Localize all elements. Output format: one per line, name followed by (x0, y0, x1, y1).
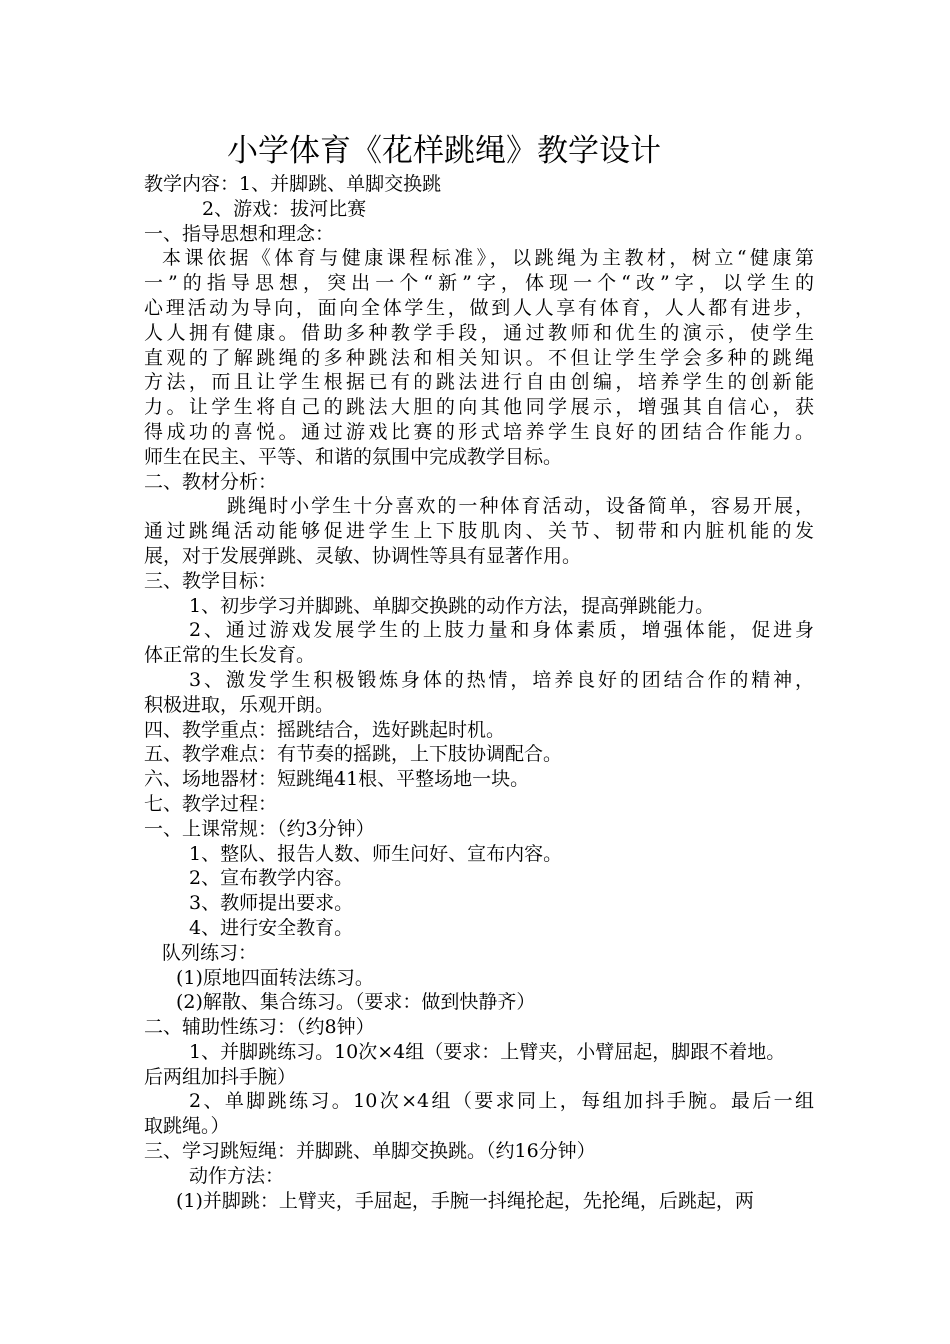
text-line: 1、并脚跳练习。10次×4组（要求：上臂夹，小臂屈起，脚跟不着地。 (189, 1040, 786, 1063)
text-line: 通过跳绳活动能够促进学生上下肢肌肉、关节、韧带和内脏机能的发 (144, 520, 814, 543)
text-line: 五、教学难点：有节奏的摇跳，上下肢协调配合。 (144, 743, 563, 766)
text-line: 得成功的喜悦。通过游戏比赛的形式培养学生良好的团结合作能力。 (144, 420, 814, 443)
text-line: 2、通过游戏发展学生的上肢力量和身体素质，增强体能，促进身 (189, 619, 814, 642)
text-line: 1、整队、报告人数、师生问好、宣布内容。 (189, 842, 563, 865)
text-line: 取跳绳。） (144, 1115, 230, 1138)
text-line: 一”的指导思想，突出一个“新”字，体现一个“改”字，以学生的 (144, 272, 814, 295)
text-line: 展，对于发展弹跳、灵敏、协调性等具有显著作用。 (144, 544, 582, 567)
text-line: 2、游戏：拔河比赛 (202, 197, 367, 220)
text-line: 后两组加抖手腕） (144, 1065, 297, 1088)
text-line: 3、激发学生积极锻炼身体的热情，培养良好的团结合作的精神， (189, 668, 814, 691)
text-line: 直观的了解跳绳的多种跳法和相关知识。不但让学生学会多种的跳绳 (144, 346, 814, 369)
text-line: (2)解散、集合练习。（要求：做到快静齐） (176, 991, 536, 1014)
text-line: 二、教材分析： (144, 470, 278, 493)
text-line: 本课依据《体育与健康课程标准》，以跳绳为主教材，树立“健康第 (162, 247, 814, 270)
text-line: 七、教学过程： (144, 792, 278, 815)
text-line: (1)并脚跳：上臂夹，手屈起，手腕一抖绳抡起，先抡绳，后跳起，两 (176, 1189, 754, 1212)
document-body (144, 172, 814, 1213)
text-line: 人人拥有健康。借助多种教学手段，通过教师和优生的演示，使学生 (144, 321, 814, 344)
text-line: 动作方法： (189, 1164, 285, 1187)
text-line: 三、学习跳短绳：并脚跳、单脚交换跳。（约16分钟） (144, 1140, 596, 1163)
text-line: 2、宣布教学内容。 (189, 867, 354, 890)
text-line: 师生在民主、平等、和谐的氛围中完成教学目标。 (144, 445, 563, 468)
document-title: 小学体育《花样跳绳》教学设计 (227, 133, 661, 169)
text-line: (1)原地四面转法练习。 (176, 966, 374, 989)
text-line: 力。让学生将自己的跳法大胆的向其他同学展示，增强其自信心，获 (144, 396, 814, 419)
text-line: 三、教学目标： (144, 569, 278, 592)
text-line: 教学内容：1、并脚跳、单脚交换跳 (144, 173, 442, 195)
text-line: 心理活动为导向，面向全体学生，做到人人享有体育，人人都有进步， (144, 296, 814, 319)
text-line: 二、辅助性练习：（约8钟） (144, 1016, 375, 1039)
text-line: 体正常的生长发育。 (144, 644, 316, 667)
text-line: 2、单脚跳练习。10次×4组（要求同上，每组加抖手腕。最后一组 (189, 1090, 814, 1113)
text-line: 队列练习： (162, 941, 258, 964)
text-line: 方法，而且让学生根据已有的跳法进行自由创编，培养学生的创新能 (144, 371, 814, 394)
text-line: 积极进取，乐观开朗。 (144, 693, 335, 716)
text-line: 跳绳时小学生十分喜欢的一种体育活动，设备简单，容易开展， (227, 495, 814, 518)
text-line: 一、指导思想和理念： (144, 222, 335, 245)
text-line: 1、初步学习并脚跳、单脚交换跳的动作方法，提高弹跳能力。 (189, 594, 715, 617)
text-line: 四、教学重点：摇跳结合，选好跳起时机。 (144, 718, 506, 741)
text-line: 六、场地器材：短跳绳41根、平整场地一块。 (144, 768, 530, 791)
text-line: 3、教师提出要求。 (189, 892, 354, 915)
text-line: 4、进行安全教育。 (189, 916, 354, 939)
text-line: 一、上课常规：（约3分钟） (144, 817, 375, 840)
